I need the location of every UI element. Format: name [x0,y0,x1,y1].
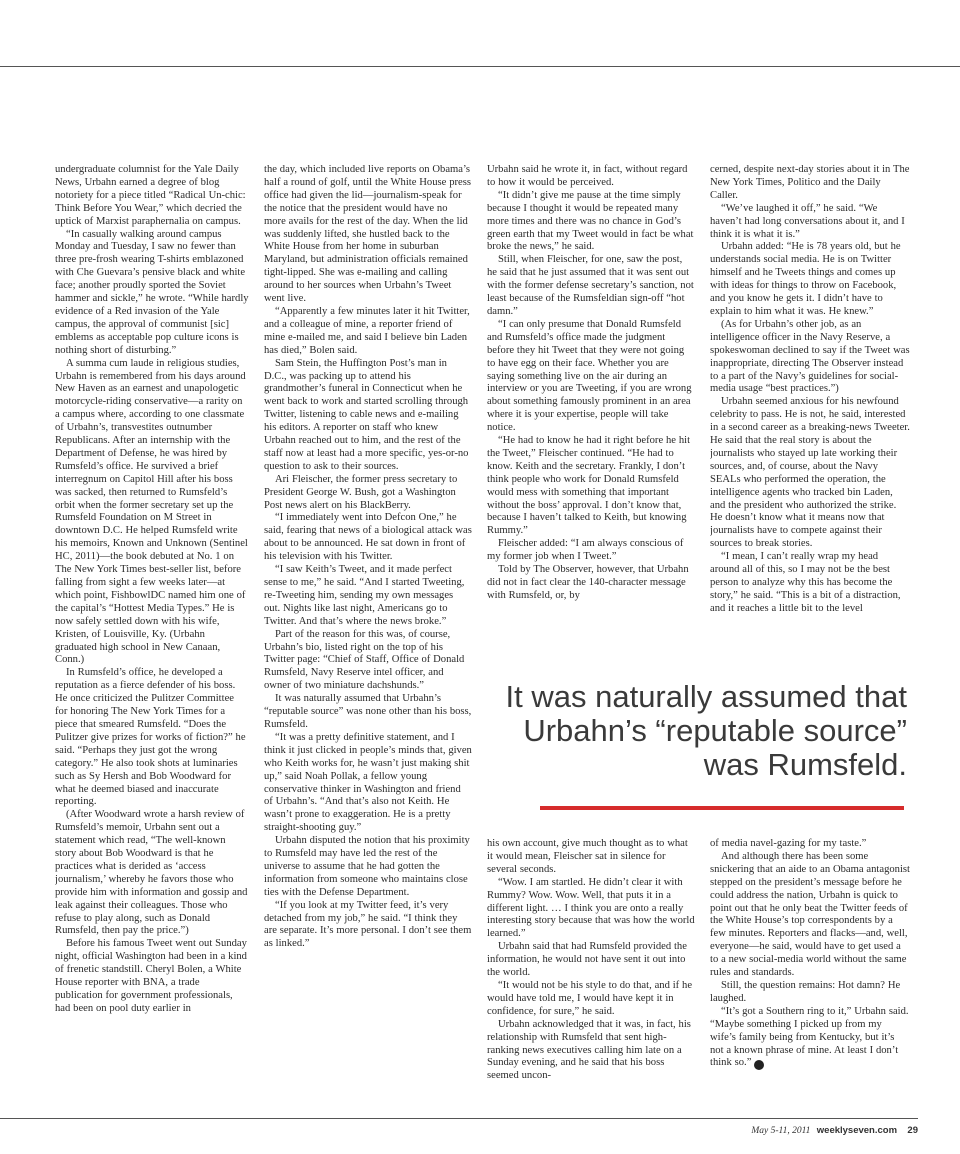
paragraph: Ari Fleischer, the former press secretary to President George W. Bush, got a Washington Post news alert on his BlackBerry. [264,473,458,511]
pull-quote: It was naturally assumed that Urbahn’s “reputable source” was Rumsfeld. [505,679,907,782]
paragraph: “It didn’t give me pause at the time simply because I thought it would be repeated many more times and there was no chance in God’s green earth that my Tweet would in fact be what broke the news,” he said. [487,189,694,253]
paragraph: “In casually walking around campus Monday and Tuesday, I saw no fewer than three pre-frosh wearing T-shirts emblazoned with Che Guevara’s pensive black and white face; another proudly sported the Soviet hammer and sickle,” he wrote. “While hardly evidence of a Red invasion of the Yale campus, the approval of communist [sic] emblems as acceptable pop culture icons is nothing short of disturbing.” [55,228,249,356]
page-number: 29 [907,1125,918,1136]
paragraph: Urbahn said that had Rumsfeld provided the information, he would not have sent it out into the world. [487,941,687,979]
paragraph: Part of the reason for this was, of course, Urbahn’s bio, listed right on the top of his Twitter page: “Chief of Staff, Office of Donald Rumsfeld, Navy Reserve intel officer, and owner of two miniature dachshunds.” [264,628,465,692]
paragraph: “Apparently a few minutes later it hit Twitter, and a colleague of mine, a reporter friend of mine e-mailed me, and said I believe bin Laden has died,” Bolen said. [264,305,470,356]
paragraph: “If you look at my Twitter feed, it’s very detached from my job,” he said. “I think they are separate. It’s more personal. I don’t see them as linked.” [264,899,472,950]
paragraph: “I saw Keith’s Tweet, and it made perfect sense to me,” he said. “And I started Tweeting, re-Tweeting him, sending my own messages out. Nights like last night, Americans go to Twitter. And that’s where the news broke.” [264,564,465,627]
paragraph: “I mean, I can’t really wrap my head around all of this, so I may not be the best person to analyze why this has become the story,” he said. “This is a bit of a distraction, and it reaches a little bit to the level [710,551,901,614]
article-column-3-bottom [487,838,695,1118]
paragraph: Urbahn disputed the notion that his proximity to Rumsfeld may have led the rest of the universe to assume that he had gotten the information from someone who maintains close ties with the Defense Department. [264,835,470,898]
paragraph: the day, which included live reports on Obama’s half a round of golf, until the White House press office had given the lid—journalism-speak for the notice that the president would have no more avails for the rest of the day. When the lid was suddenly lifted, she hustled back to the White House from her home in suburban Maryland, but administration officials remained tight-lipped. She was e-mailing and calling around to her sources when Urbahn’s Tweet went live. [264,164,471,305]
issue-date: May 5-11, 2011 [751,1126,811,1136]
paragraph: “I immediately went into Defcon One,” he said, fearing that news of a biological attack was about to be announced. He sat down in front of his television with his Twitter. [264,512,472,563]
paragraph: Urbahn seemed anxious for his newfound celebrity to pass. He is not, he said, interested in a second career as a breaking-news Tweeter. He said that the real story is about the journalists who stayed up late working their sources, and, of course, about the Navy SEALs who performed the operation, the intelligence agents who tracked bin Laden, and the president who authorized the strike. He doesn’t know what it means now that journalists have to compete against their sources to break stories. [710,396,910,550]
end-mark-icon: 7 [754,1060,764,1070]
paragraph: (After Woodward wrote a harsh review of Rumsfeld’s memoir, Urbahn sent out a statement which read, “The well-known story about Bob Woodward is that he practices what is derided as ‘access journalism,’ whereby he favors those who provide him with information and gossip and leak against their colleagues. Those who refuse to play along, such as Donald Rumsfeld, then pay the price.”) [55,809,248,937]
paragraph: cerned, despite next-day stories about it in The New York Times, Politico and the Daily Caller. [710,164,910,201]
article-column-4-top [710,164,910,674]
page-footer [751,1125,918,1136]
paragraph: In Rumsfeld’s office, he developed a reputation as a fierce defender of his boss. He once criticized the Pulitzer Committee for honoring The New York Times for a piece that smeared Rumsfeld. “Does the Pulitzer give prizes for works of fiction?” he said. “Perhaps they just got the wrong category.” He also took shots at luminaries such as Sy Hersh and Bob Woodward for what he deemed biased and inaccurate reporting. [55,667,246,808]
paragraph: of media navel-gazing for my taste.” [710,838,867,849]
paragraph: “It was a pretty definitive statement, and I think it just clicked in people’s minds that, given who Keith works for, he wasn’t just making shit up,” said Noah Pollak, a fellow young conservative thinker in Washington and friend of Urbahn’s. “And that’s also not Keith. He wasn’t prone to exaggeration. He is a pretty straight-shooting guy.” [264,731,472,834]
paragraph: (As for Urbahn’s other job, as an intelligence officer in the Navy Reserve, a spokeswoman declined to say if the Tweet was inappropriate, directing The Observer instead to a part of the Navy’s guidelines for social-media usage “best practices.”) [710,318,910,395]
bottom-rule [0,1118,918,1119]
paragraph: undergraduate columnist for the Yale Daily News, Urbahn earned a degree of blog notoriety for a piece titled “Radical Un-chic: Think Before You Wear,” which decried the uptick of Marxist paraphernalia on campus. [55,164,246,227]
paragraph: It was naturally assumed that Urbahn’s “reputable source” was none other than his boss, Rumsfeld. [264,693,472,730]
paragraph: Sam Stein, the Huffington Post’s man in D.C., was packing up to attend his grandmother’s funeral in Connecticut when he went back to work and started scrolling through Twitter, listening to cable news and e-mailing his editors. A reporter on staff who knew Urbahn reached out to him, and the rest of the staff now at least had a more specific, yes-or-no question to ask to their sources. [264,357,469,472]
site-link[interactable]: weeklyseven.com [816,1125,898,1136]
paragraph: A summa cum laude in religious studies, Urbahn is remembered from his days around New Haven as an earnest and unapologetic motorcycle-riding conservative—a rarity on a campus where, according to one classmate of Urbahn’s, transvestites outnumber Republicans. After an internship with the Department of Defense, he was hired by Rumsfeld’s office. He survived a brief interregnum on Capitol Hill after his boss was sacked, then returned to Rumsfeld’s orbit when the former secretary set up the Rumsfeld Foundation on M Street in downtown D.C. He helped Rumsfeld write his memoirs, Known and Unknown (Sentinel HC, 2011)—the book debuted at No. 1 on The New York Times best-seller list, before falling from sight a few weeks later—at which point, FishbowlDC named him one of the capital’s “Hottest Media Types.” He is now safely settled down with his wife, Kristen, of Louisville, Ky. (Urbahn graduated high school in New Canaan, Conn.) [55,357,248,666]
paragraph: Still, the question remains: Hot damn? He laughed. [710,979,901,1004]
article-column-3-top [487,164,695,674]
paragraph: Urbahn acknowledged that it was, in fact, his relationship with Rumsfeld that sent high-ranking news executives calling him late on a Sunday evening, and he said that his boss seemed uncon- [487,1018,691,1082]
paragraph: Urbahn said he wrote it, in fact, without regard to how it would be perceived. [487,164,688,188]
paragraph: “Wow. I am startled. He didn’t clear it with Rummy? Wow. Wow. Well, that puts it in a different light. … I think you are onto a really interesting story because that was how the world learned.” [487,876,695,940]
paragraph: “I can only presume that Donald Rumsfeld and Rumsfeld’s office made the judgment before they hit Tweet that they were not going to have egg on their face. Whether you are saying something live on the air during an interview or you are Tweeting, if you are wrong about something famously prominent in an area where it is your expertise, people will take notice. [487,318,692,434]
paragraph: “We’ve laughed it off,” he said. “We haven’t had long conversations about it, and I think it is what it is.” [710,202,905,240]
pull-quote-accent-bar [540,806,904,810]
article-column-1 [55,164,249,1119]
paragraph: Urbahn added: “He is 78 years old, but he understands social media. He is on Twitter himself and he Tweets things and comes up with ideas for things to throw on Facebook, and you know he gets it. I didn’t have to explain to him what it was. He knew.” [710,241,901,317]
paragraph: “He had to know he had it right before he hit the Tweet,” Fleischer continued. “He had to know. Keith and the secretary. Frankly, I don’t think people who work for Donald Rumsfeld would mess with something that important without the boss’ approval. I don’t know that, because I haven’t talked to Keith, but knowing Rummy.” [487,435,691,537]
paragraph: Before his famous Tweet went out Sunday night, official Washington had been in a kind of frenetic standstill. Cheryl Bolen, a White House reporter with BNA, a trade publication for government professionals, had been on pool duty earlier in [55,938,247,1014]
article-column-4-bottom [710,838,910,1118]
paragraph: And although there has been some snickering that an aide to an Obama antagonist stepped on the president’s message before he could address the nation, Urbahn is quick to point out that he only beat the Twitter feeds of the White House’s top correspondents by a few minutes. Reporters and flacks—and, well, everyone—he said, would have to get used a to a new social-media world without the same rules and standards. [710,850,910,979]
paragraph-text: “It’s got a Southern ring to it,” Urbahn said. “Maybe something I picked up from my wife’s family being from Kentucky, but it’s not a known phrase of mine. At least I don’t think so.” [710,1005,909,1069]
paragraph: Told by The Observer, however, that Urbahn did not in fact clear the 140-character message with Rumsfeld, or, by [487,564,689,601]
paragraph: Still, when Fleischer, for one, saw the post, he said that he just assumed that it was sent out with the former defense secretary’s sanction, not least because of the Rumsfeldian sign-off “hot damn.” [487,254,694,317]
article-column-2 [264,164,472,1119]
paragraph [710,1006,910,1071]
paragraph: “It would not be his style to do that, and if he would have told me, I would have kept it in confidence, for sure,” he said. [487,979,693,1017]
paragraph: his own account, give much thought as to what it would mean, Fleischer sat in silence for several seconds. [487,838,688,875]
paragraph: Fleischer added: “I am always conscious of my former job when I Tweet.” [487,538,684,563]
top-rule [0,66,960,67]
